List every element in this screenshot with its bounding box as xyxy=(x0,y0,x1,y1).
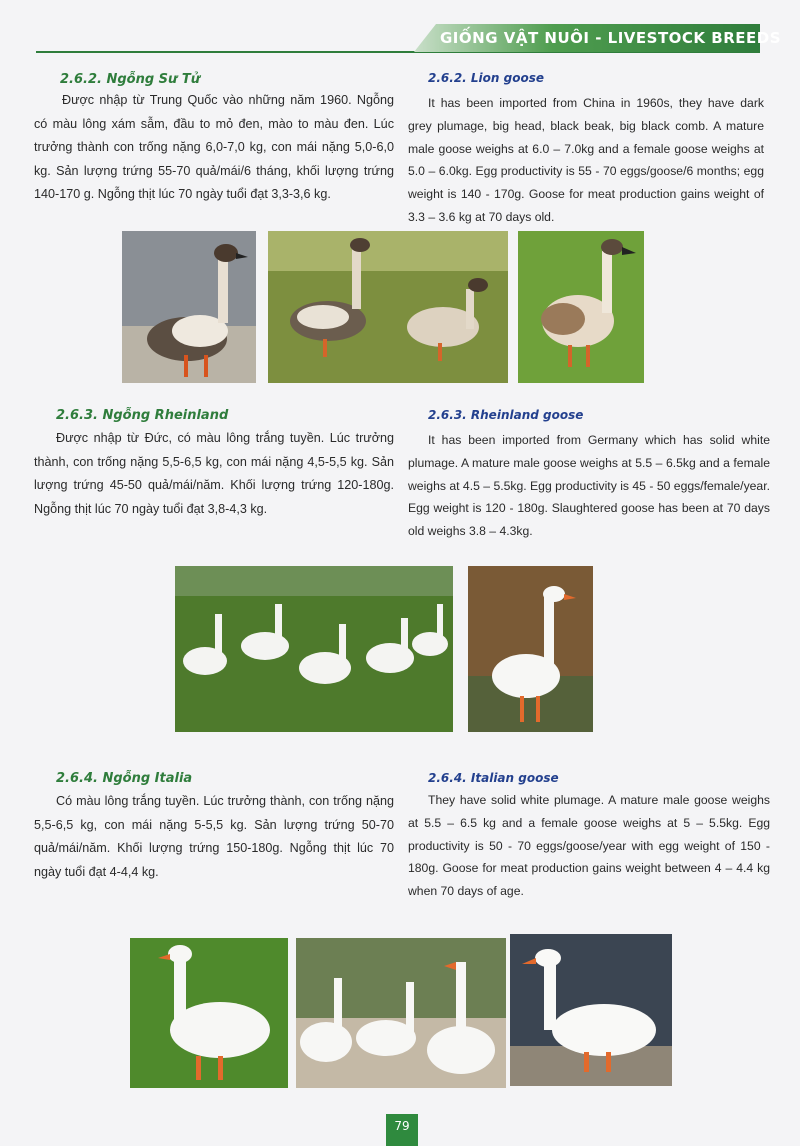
section-text-en-rheinland: It has been imported from Germany which has solid white plumage. A mature male goose weighs at 5.5 – 6.5kg and a female weighs at 4.5 – 5.5kg. Egg productivity is 45 - 50 eggs/female/year. Egg weight is 120 - 180g. Slaughtered goose has been at 70 days old weighs 3.8 – 4.3kg. xyxy=(408,433,770,539)
section-title-vn-rheinland: 2.6.3. Ngỗng Rheinland xyxy=(56,408,229,423)
rheinland-goose-photo-1 xyxy=(175,566,453,732)
italian-goose-photo-2 xyxy=(296,938,506,1088)
section-title-en-lion: 2.6.2. Lion goose xyxy=(428,71,544,85)
section-text-vn-italia: Có màu lông trắng tuyền. Lúc trưởng thành, con trống nặng 5,5-6,5 kg, con mái nặng 5-5,5 kg. Sản lượng trứng 50-70 quả/mái/năm. Khối lượng trứng 150-180g. Ngỗng thịt lúc 70 ngày tuổi đạt 4-4,4 kg. xyxy=(34,794,394,879)
italian-goose-photo-3 xyxy=(510,934,672,1086)
section-title-vn-lion: 2.6.2. Ngỗng Sư Tử xyxy=(60,72,200,87)
rheinland-goose-photo-2 xyxy=(468,566,593,732)
lion-goose-photo-1 xyxy=(122,231,256,383)
page-number: 79 xyxy=(386,1114,418,1146)
section-title-en-rheinland: 2.6.3. Rheinland goose xyxy=(428,408,584,422)
header-title: GIỐNG VẬT NUÔI - LIVESTOCK BREEDS xyxy=(440,29,782,47)
section-text-en-italia: They have solid white plumage. A mature male goose weighs at 5.5 – 6.5 kg and a female goose weighs at 5 – 5.5kg. Egg productivity is 50 - 70 eggs/goose/year with egg weight of 150 - 180g. Goose for meat production gains weight between 4 – 4.4 kg when 70 days of age. xyxy=(408,793,770,899)
lion-goose-photo-3 xyxy=(518,231,644,383)
section-title-en-italia: 2.6.4. Italian goose xyxy=(428,771,559,785)
section-text-vn-rheinland: Được nhập từ Đức, có màu lông trắng tuyền. Lúc trưởng thành, con trống nặng 5,5-6,5 kg, con mái nặng 4,5-5,5 kg. Sản lượng trứng 45-50 quả/mái/năm. Khối lượng trứng 120-180g. Ngỗng thịt lúc 70 ngày tuổi đạt 3,8-4,3 kg. xyxy=(34,431,394,516)
lion-goose-photo-2 xyxy=(268,231,508,383)
italian-goose-photo-1 xyxy=(130,938,288,1088)
section-text-vn-lion: Được nhập từ Trung Quốc vào những năm 1960. Ngỗng có màu lông xám sẫm, đầu to mỏ đen, mào to màu đen. Lúc trưởng thành con trống nặng 6,0-7,0 kg, con mái nặng 5,0-6,0 kg. Sản lượng trứng 55-70 quả/mái/6 tháng, khối lượng trứng 140-170 g. Ngỗng thịt lúc 70 ngày tuổi đạt 3,3-3,6 kg. xyxy=(34,93,394,202)
section-title-vn-italia: 2.6.4. Ngỗng Italia xyxy=(56,771,193,786)
section-text-en-lion: It has been imported from China in 1960s, they have dark grey plumage, big head, black beak, big black comb. A mature male goose weighs at 6.0 – 7.0kg and a female goose weighs at 5.0 – 6.0kg. Egg productivity is 55 - 70 eggs/goose/6 months; egg weight is 140 - 170g. Goose for meat production gains weight of 3.3 – 3.6 kg at 70 days old. xyxy=(408,96,764,224)
